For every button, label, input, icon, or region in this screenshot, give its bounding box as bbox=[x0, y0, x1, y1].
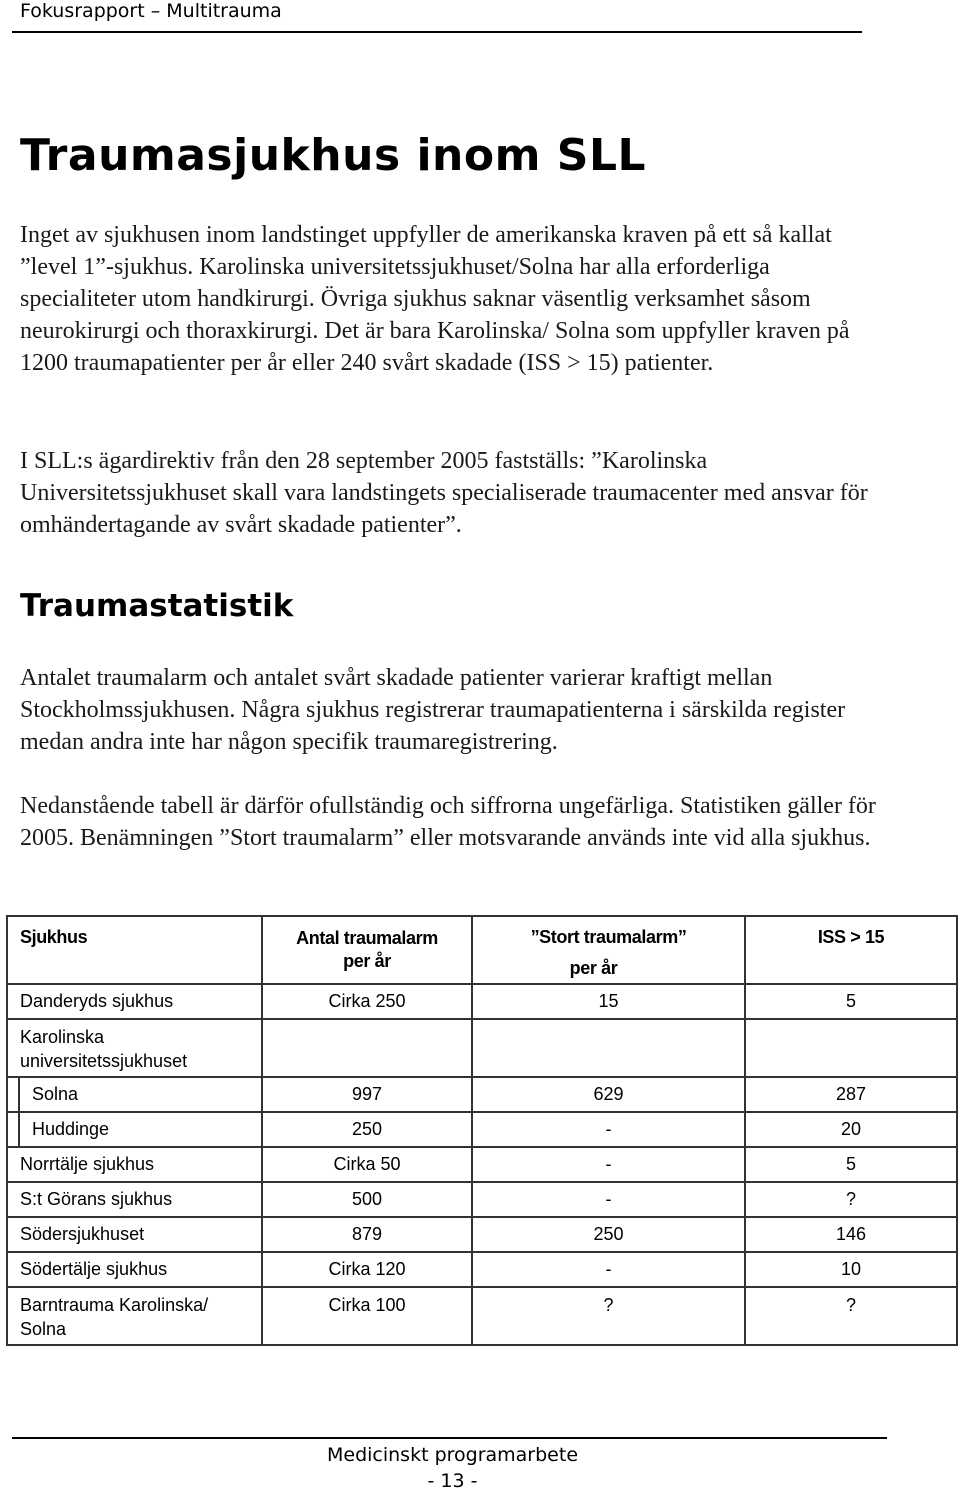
table-row: Huddinge 250 - 20 bbox=[7, 1112, 957, 1147]
table-row: Barntrauma Karolinska/ Solna Cirka 100 ? ? bbox=[7, 1287, 957, 1345]
table-header-row bbox=[7, 916, 957, 984]
page-title: Traumasjukhus inom SLL bbox=[20, 130, 647, 181]
table-row: Södersjukhuset 879 250 146 bbox=[7, 1217, 957, 1252]
table-row: Karolinska universitetssjukhuset bbox=[7, 1019, 957, 1077]
stats-paragraph-1: Antalet traumalarm och antalet svårt skadade patienter varierar kraftigt mellan Stockholmssjukhusen. Några sjukhus registrerar traumapatienterna i särskilda register medan andra inte har någon specifik traumaregistrering. bbox=[20, 665, 846, 755]
table-row: S:t Görans sjukhus 500 - ? bbox=[7, 1182, 957, 1217]
table-row: Danderyds sjukhus Cirka 250 15 5 bbox=[7, 984, 957, 1019]
footer-program: Medicinskt programarbete bbox=[326, 1444, 579, 1466]
intro-paragraph: Inget av sjukhusen inom landstinget uppfyller de amerikanska kraven på ett så kallat ”level 1”-sjukhus. Karolinska universitetssjukhuset/Solna har alla erforderliga specialiteter utom handkirurgi. Övriga sjukhus saknar väsentlig verksamhet såsom neurokirurgi och thoraxkirurgi. Det är bara Karolinska/ Solna som uppfyller kraven på 1200 traumapatienter per år eller 240 svårt skadade (ISS > 15) patienter. bbox=[20, 222, 850, 376]
footer-rule bbox=[12, 1437, 887, 1439]
header-stort-traumalarm: ”Stort traumalarm” per år bbox=[472, 916, 745, 984]
stats-paragraph-2: Nedanstående tabell är därför ofullständig och siffrorna ungefärliga. Statistiken gäller för 2005. Benämningen ”Stort traumalarm” eller motsvarande används inte vid alla sjukhus. bbox=[20, 793, 876, 851]
table-row: Södertälje sjukhus Cirka 120 - 10 bbox=[7, 1252, 957, 1287]
trauma-table bbox=[6, 915, 958, 1346]
header-rule bbox=[12, 31, 862, 33]
header-sjukhus: Sjukhus bbox=[7, 916, 262, 984]
table-row: Norrtälje sjukhus Cirka 50 - 5 bbox=[7, 1147, 957, 1182]
directive-paragraph: I SLL:s ägardirektiv från den 28 september 2005 fastställs: ”Karolinska Universitetssjukhuset skall vara landstingets specialiserade traumacenter med ansvar för omhändertagande av svårt skadade patienter”. bbox=[20, 448, 868, 538]
page-number: - 13 - bbox=[427, 1470, 478, 1492]
table-row: Solna 997 629 287 bbox=[7, 1077, 957, 1112]
running-header: Fokusrapport – Multitrauma bbox=[20, 0, 282, 22]
section-title: Traumastatistik bbox=[20, 588, 294, 624]
header-iss: ISS > 15 bbox=[745, 916, 957, 984]
header-antal-traumalarm: Antal traumalarm per år bbox=[262, 916, 472, 984]
